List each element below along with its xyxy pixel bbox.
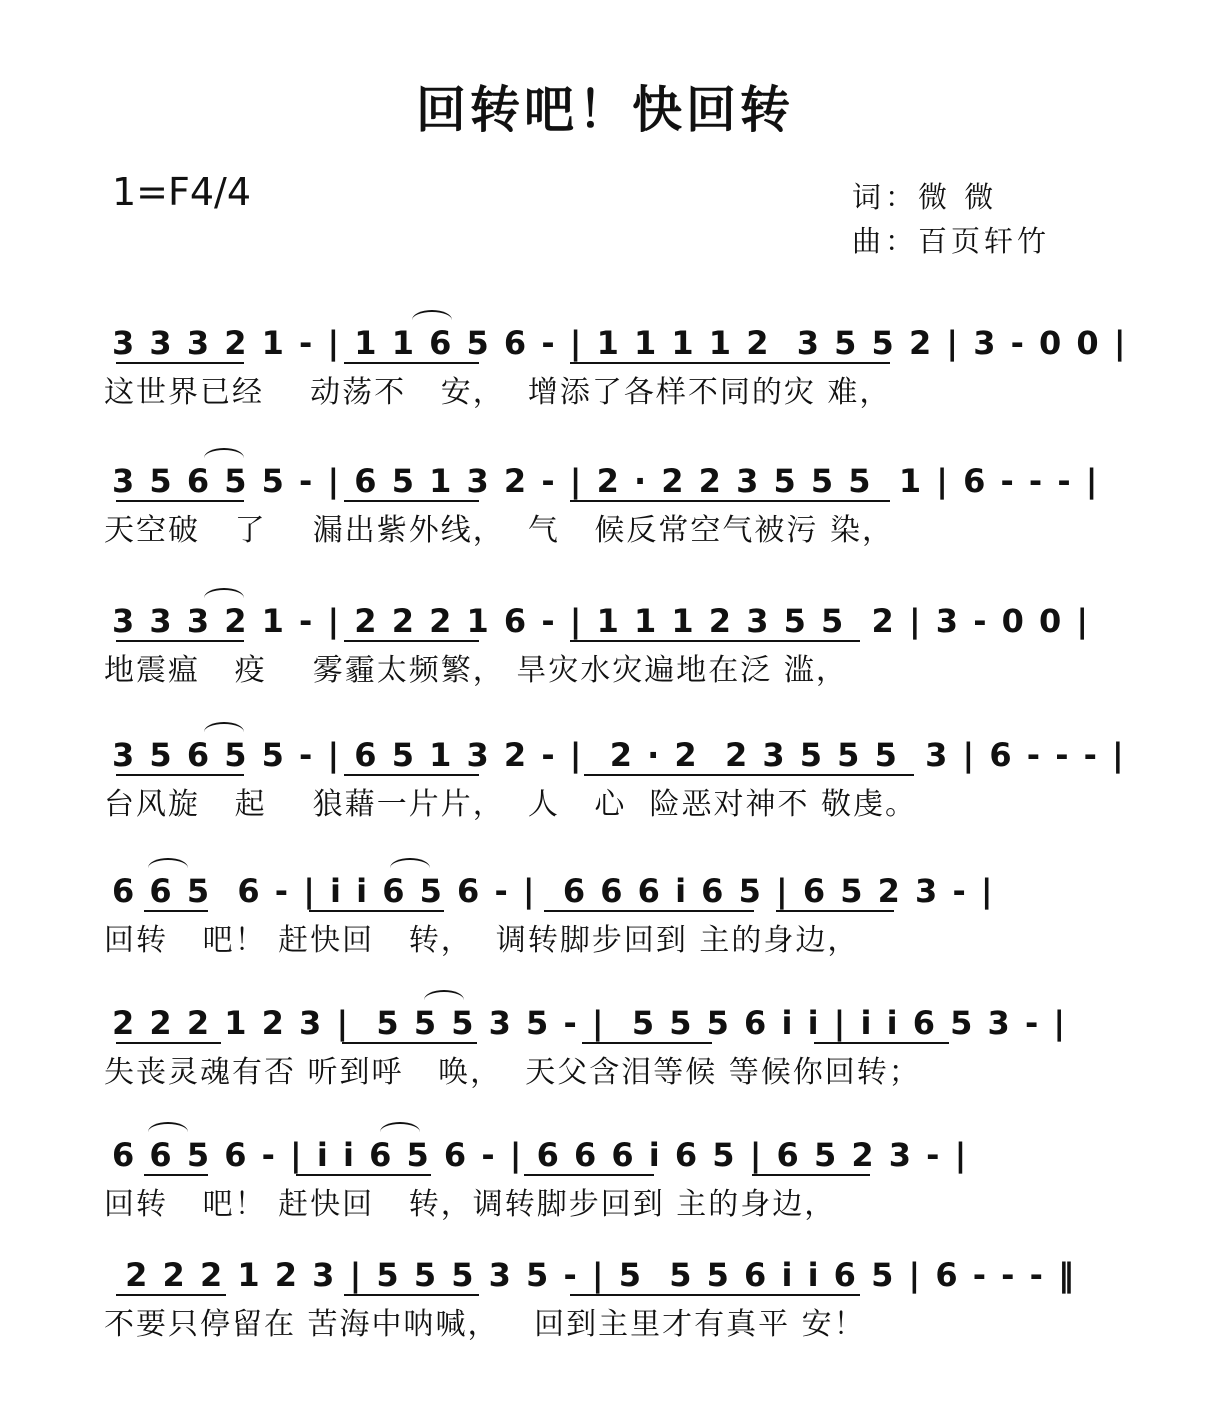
beam-line <box>344 640 479 642</box>
notation-line: 3 5 6 5 5 - | 6 5 1 3 2 - | 2 · 2 2 3 5 5 5 1 | 6 - - - | <box>112 462 1100 500</box>
beam-line <box>116 1042 221 1044</box>
beam-line <box>309 910 444 912</box>
notation-line: 2 2 2 1 2 3 | 5 5 5 3 5 - | 5 5 5 6 i i 6 5 | 6 - - - ‖ <box>112 1256 1076 1294</box>
beam-line <box>296 1174 431 1176</box>
score-system-1 <box>104 318 1128 438</box>
lyric-line: 不要只停留在 苦海中呐喊， 回到主里才有真平 安！ <box>104 1307 866 1342</box>
lyricist: 词：微 微 <box>852 180 998 214</box>
score-system-8 <box>104 1250 1104 1370</box>
score-system-5 <box>104 866 1104 986</box>
beam-line <box>570 640 860 642</box>
lyric-line: 失丧灵魂有否 听到呼 唤， 天父含泪等候 等候你回转； <box>104 1055 921 1090</box>
beam-line <box>116 774 244 776</box>
notation-line: 3 3 3 2 1 - | 1 1 6 5 6 - | 1 1 1 1 2 3 5 5 2 | 3 - 0 0 | <box>112 324 1128 362</box>
score-system-4 <box>104 730 1126 850</box>
score-system-2 <box>104 456 1104 576</box>
lyric-line: 天空破 了 漏出紫外线， 气 候反常空气被污 染， <box>104 513 894 548</box>
beam-line <box>570 500 890 502</box>
lyric-line: 地震瘟 疫 雾霾太频繁， 旱灾水灾遍地在泛 滥， <box>104 653 848 688</box>
score-system-3 <box>104 596 1104 716</box>
song-title: 回转吧！快回转 <box>416 81 794 139</box>
score-system-7 <box>104 1130 1104 1250</box>
beam-line <box>344 500 479 502</box>
beam-line <box>544 910 754 912</box>
lyric-line: 回转 吧！ 赶快回 转，调转脚步回到 主的身边， <box>104 1187 837 1222</box>
notation-line: 6 6 5 6 - | i i 6 5 6 - | 6 6 6 i 6 5 | 6 5 2 3 - | <box>112 872 995 910</box>
beam-line <box>570 362 890 364</box>
key-signature: 1=F4/4 <box>112 170 252 214</box>
composer: 曲：百页轩竹 <box>852 224 1051 258</box>
beam-line <box>570 1294 860 1296</box>
beam-line <box>752 1174 870 1176</box>
beam-line <box>524 1174 654 1176</box>
beam-line <box>116 500 244 502</box>
credits <box>852 175 1050 263</box>
lyric-line: 这世界已经 动荡不 安， 增添了各样不同的灾 难， <box>104 375 892 410</box>
beam-line <box>814 1042 949 1044</box>
beam-line <box>584 774 914 776</box>
beam-line <box>116 1294 226 1296</box>
beam-line <box>144 910 208 912</box>
notation-line: 6 6 5 6 - | i i 6 5 6 - | 6 6 6 i 6 5 | 6 5 2 3 - | <box>112 1136 969 1174</box>
beam-line <box>342 1042 477 1044</box>
beam-line <box>116 362 244 364</box>
score-system-6 <box>104 998 1104 1118</box>
lyric-line: 台风旋 起 狼藉一片片， 人 心 险恶对神不 敬虔。 <box>104 787 918 822</box>
beam-line <box>344 362 479 364</box>
beam-line <box>344 774 479 776</box>
notation-line: 2 2 2 1 2 3 | 5 5 5 3 5 - | 5 5 5 6 i i | i i 6 5 3 - | <box>112 1004 1068 1042</box>
beam-line <box>776 910 894 912</box>
notation-line: 3 5 6 5 5 - | 6 5 1 3 2 - | 2 · 2 2 3 5 5 5 3 | 6 - - - | <box>112 736 1126 774</box>
beam-line <box>144 1174 208 1176</box>
beam-line <box>344 1294 479 1296</box>
notation-line: 3 3 3 2 1 - | 2 2 2 1 6 - | 1 1 1 2 3 5 5 2 | 3 - 0 0 | <box>112 602 1091 640</box>
beam-line <box>116 640 244 642</box>
lyric-line: 回转 吧！ 赶快回 转， 调转脚步回到 主的身边， <box>104 923 860 958</box>
beam-line <box>582 1042 712 1044</box>
